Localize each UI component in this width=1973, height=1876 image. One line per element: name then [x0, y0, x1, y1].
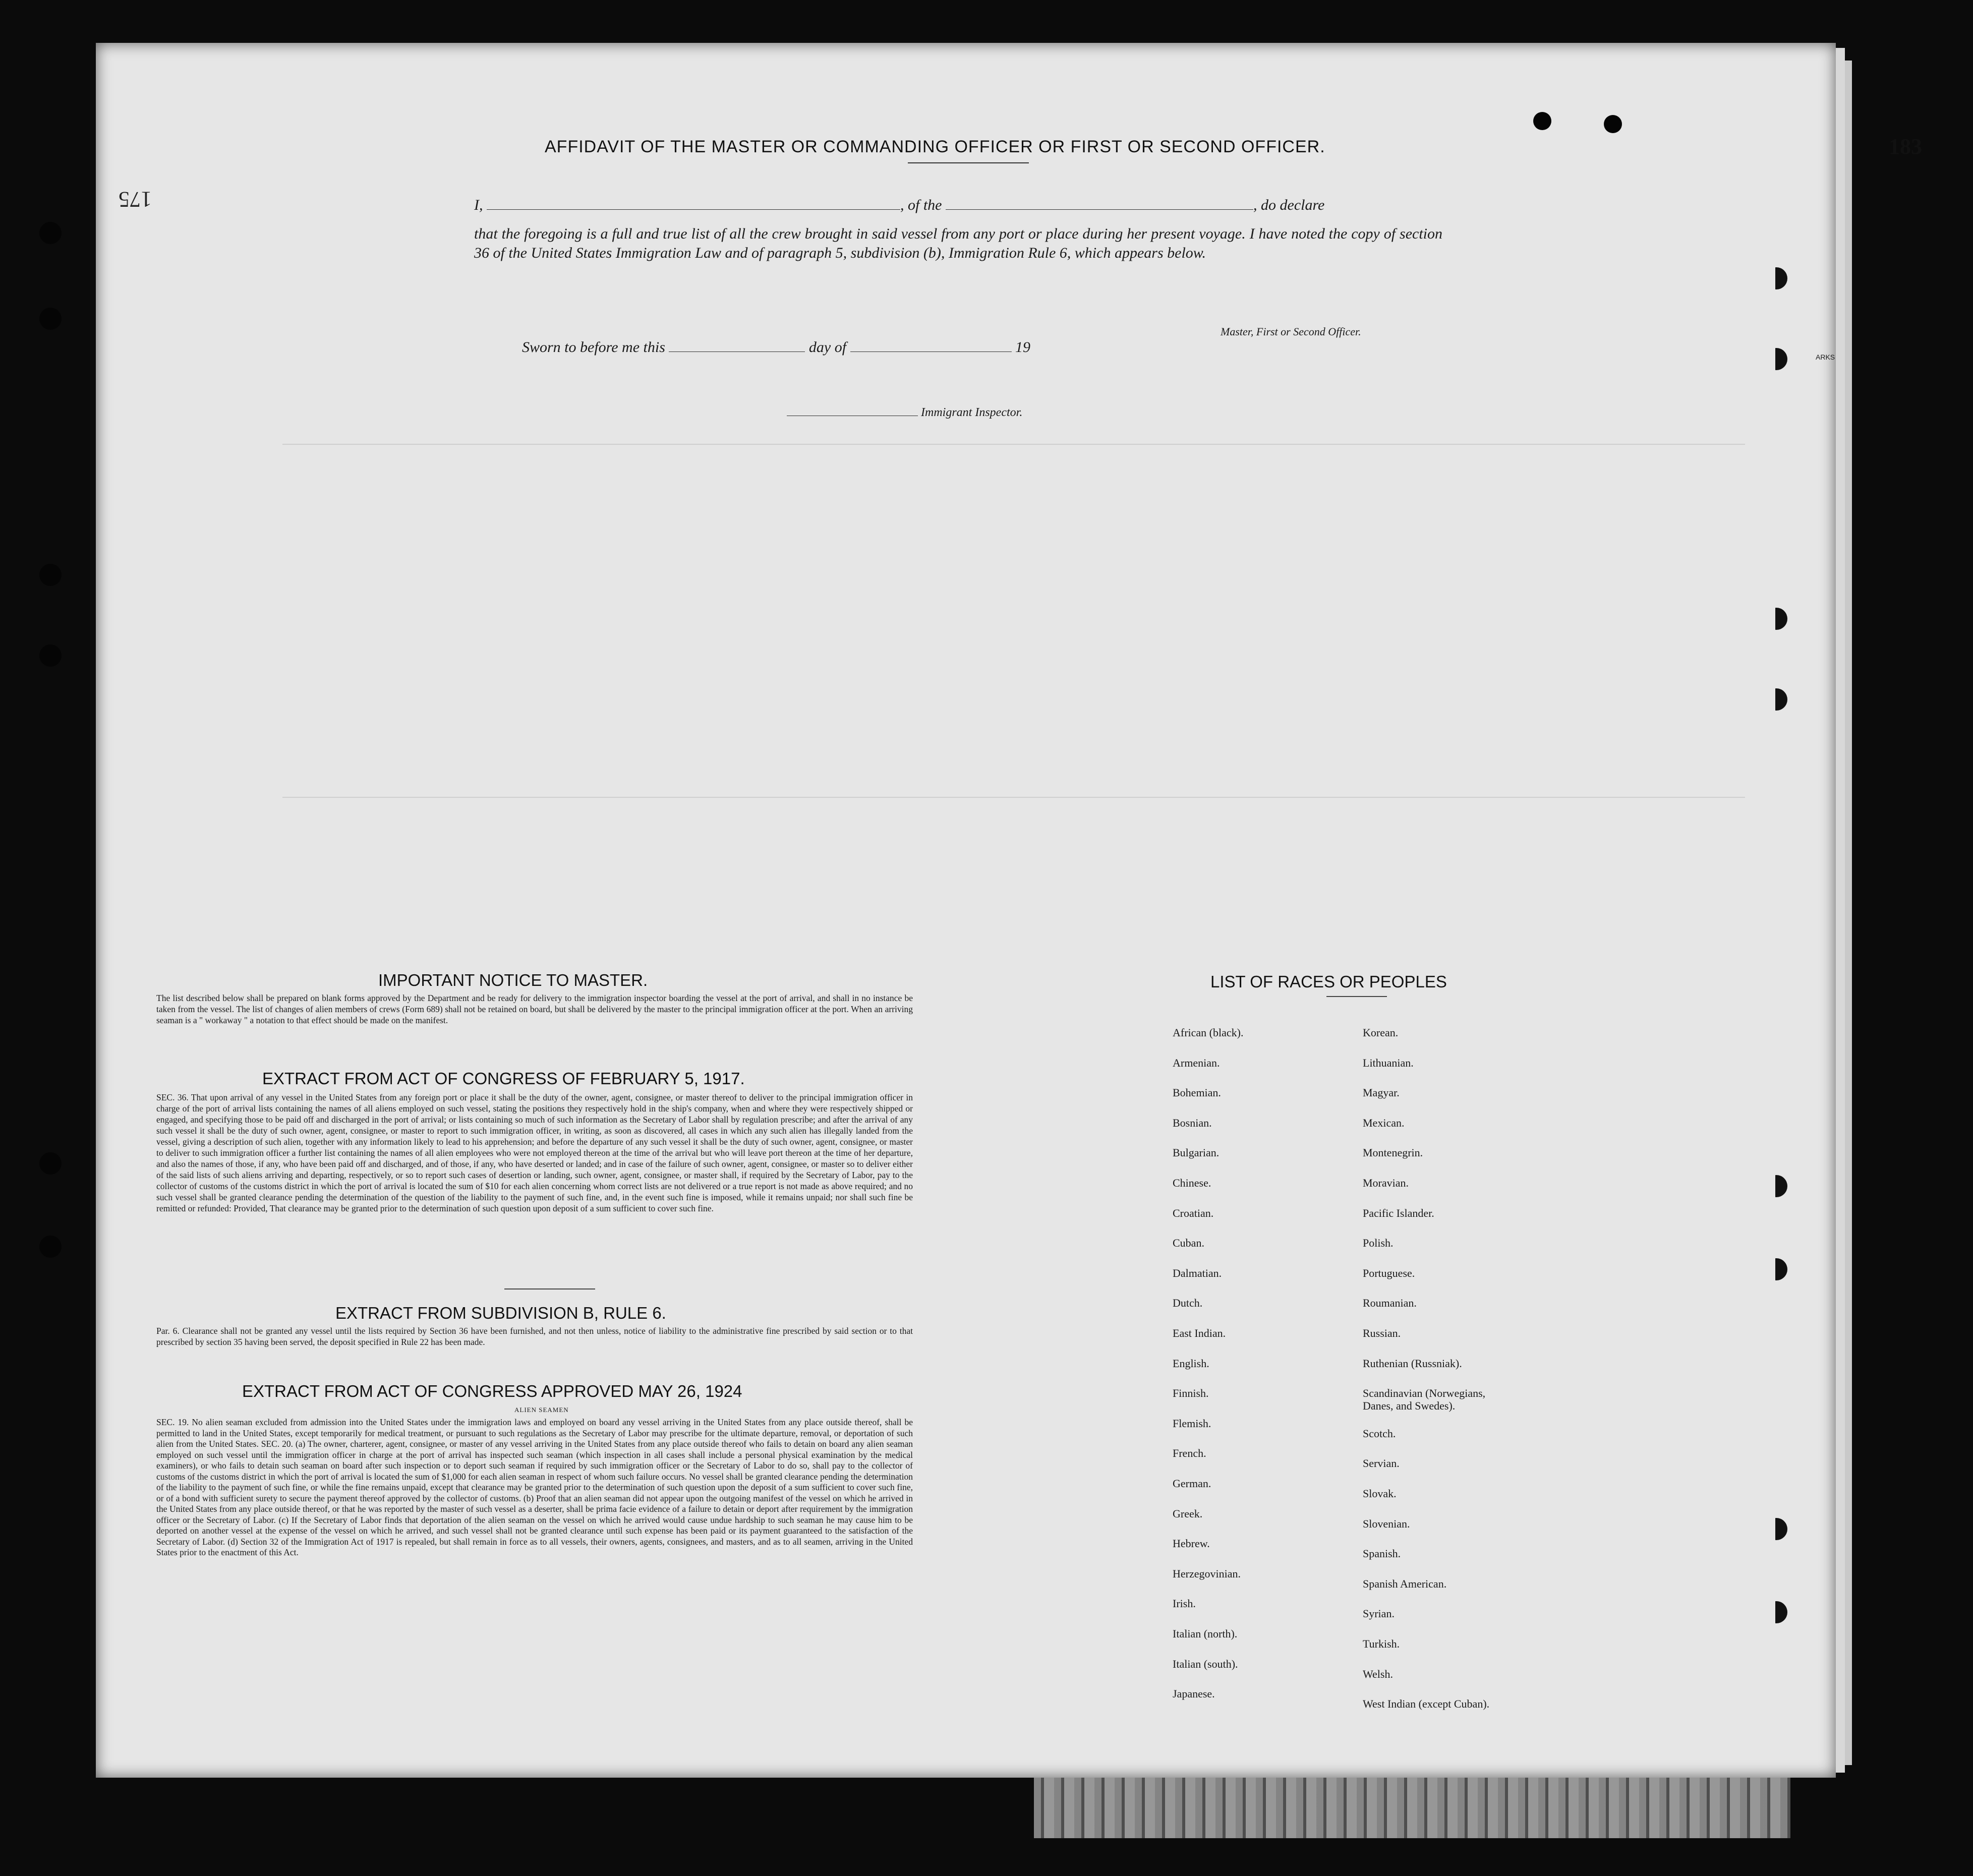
race-item: Polish. — [1363, 1237, 1394, 1250]
race-item: Roumanian. — [1363, 1297, 1417, 1310]
extract-1924-text: SEC. 19. No alien seaman excluded from admission into the United States under the immigration laws and employed on board any vessel arriving in the United States from any place outside thereof, shall be permitted to land in the United States, except temporarily for medical treatment, or pursuant to such regulations as the Secretary of Labor may prescribe for the ultimate departure, removal, or deportation of such alien from the United States. SEC. 20. (a) The owner, charterer, agent, consignee, or master of any vessel arriving in the United States from any place outside thereof who fails to detain on board any alien seaman employed on such vessel until the immigration officer in charge at the port of arrival has inspected such seaman (which inspection in all cases shall include a personal physical examination by the medical examiners), or who fails to detain such seaman on board after such inspection or to deport such seaman if required by such immigration officer or the Secretary of Labor to do so, shall pay to the collector of customs of the customs district in which the port of arrival is located the sum of $1,000 for each alien seaman in respect of whom such failure occurs. No vessel shall be granted clearance pending the determination of the liability to the payment of such fine, or while the fine remains unpaid, except that clearance may be granted prior to the determination of such question upon the deposit of a sum sufficient to cover such fine, or of a bond with sufficient surety to secure the payment thereof approved by the collector of customs. (b) Proof that an alien seaman did not appear upon the outgoing manifest of the vessel on which he arrived in the United States from any place outside thereof, or that he was reported by the master of such vessel as a deserter, shall be prima facie evidence of a failure to detain or deport after requirement by the immigration officer or the Secretary of Labor. (c) If the Secretary of Labor finds that deportation of the alien seaman on the vessel on which he arrived would cause undue hardship to such seaman he may cause him to be deported on another vessel at the expense of the vessel on which he arrived, and such vessel shall not be granted clearance until such expense has been paid or its payment guaranteed to the satisfaction of the Secretary of Labor. (d) Section 32 of the Immigration Act of 1917 is repealed, but shall remain in force as to all vessels, their owners, agents, consignees, and masters, and as to all seamen, arriving in the United States prior to the enactment of this Act. — [156, 1417, 913, 1557]
punch-hole-icon — [39, 308, 62, 330]
extract-rule6-title: EXTRACT FROM SUBDIVISION B, RULE 6. — [335, 1304, 666, 1322]
race-item: Irish. — [1173, 1597, 1196, 1610]
race-item: Japanese. — [1173, 1687, 1215, 1701]
notice-title: IMPORTANT NOTICE TO MASTER. — [378, 971, 648, 989]
race-item: Pacific Islander. — [1363, 1206, 1434, 1219]
race-item: Italian (south). — [1173, 1657, 1238, 1670]
punch-hole-icon — [1765, 1518, 1787, 1540]
punch-hole-icon — [39, 1152, 62, 1175]
race-item: Servian. — [1363, 1457, 1400, 1470]
page-number: 183 — [1889, 134, 1922, 159]
punch-hole-icon — [1765, 1258, 1787, 1280]
race-item: Armenian. — [1173, 1056, 1220, 1069]
race-item: Portuguese. — [1363, 1266, 1415, 1279]
section-rule — [504, 1288, 595, 1289]
race-item: Ruthenian (Russniak). — [1363, 1357, 1462, 1370]
race-item: Syrian. — [1363, 1607, 1395, 1620]
races-title: LIST OF RACES OR PEOPLES — [1210, 972, 1447, 991]
race-item: Bosnian. — [1173, 1116, 1212, 1129]
title-rule — [908, 162, 1029, 163]
extract-1924-subtitle: ALIEN SEAMEN — [514, 1406, 569, 1414]
vessel-blank[interactable] — [946, 197, 1253, 210]
race-item: Hebrew. — [1173, 1537, 1210, 1550]
race-item: Dalmatian. — [1173, 1266, 1222, 1279]
name-blank[interactable] — [487, 197, 900, 210]
race-item: German. — [1173, 1477, 1211, 1490]
race-item: West Indian (except Cuban). — [1363, 1697, 1490, 1711]
handwriting-mark — [293, 756, 297, 779]
sworn-day-blank[interactable] — [669, 339, 805, 352]
punch-hole-icon — [1765, 608, 1787, 630]
punch-hole-icon — [39, 644, 62, 667]
race-item: Herzegovinian. — [1173, 1567, 1241, 1580]
race-item: Bohemian. — [1173, 1086, 1221, 1099]
race-item: Greek. — [1173, 1507, 1203, 1520]
race-item: Korean. — [1363, 1026, 1399, 1039]
section-rule — [1326, 996, 1387, 997]
affidavit-body: that the foregoing is a full and true list of all the crew brought in said vessel from any port or place during her present voyage. I have noted the copy of section 36 of the United States Immigration Law and of paragraph 5, subdivision (b), Immigration Rule 6, which appears below. — [474, 225, 1442, 261]
race-item: Scandinavian (Norwegians, Danes, and Swedes). — [1363, 1387, 1486, 1413]
sworn-day-label: day of — [808, 339, 847, 356]
race-item: Russian. — [1363, 1327, 1401, 1339]
declaration-line — [474, 197, 1442, 214]
sworn-prefix: Sworn to before me this — [522, 339, 665, 356]
race-item: Bulgarian. — [1173, 1146, 1220, 1159]
inspector-blank[interactable] — [787, 406, 918, 416]
punch-hole-icon — [39, 1236, 62, 1258]
signature-label: Master, First or Second Officer. — [1221, 325, 1361, 338]
race-item: Welsh. — [1363, 1667, 1393, 1680]
race-item: Lithuanian. — [1363, 1056, 1414, 1069]
race-item: Spanish American. — [1363, 1577, 1447, 1590]
bleed-through-rule — [282, 797, 1745, 798]
punch-hole-icon — [39, 222, 62, 244]
race-item: French. — [1173, 1447, 1206, 1460]
extract-1917-title: EXTRACT FROM ACT OF CONGRESS OF FEBRUARY 5, 1917. — [262, 1069, 745, 1088]
extract-1924-title: EXTRACT FROM ACT OF CONGRESS APPROVED MAY 26, 1924 — [242, 1382, 742, 1400]
affidavit-title: AFFIDAVIT OF THE MASTER OR COMMANDING OFFICER OR FIRST OR SECOND OFFICER. — [545, 137, 1325, 156]
sworn-line — [522, 339, 1030, 356]
race-item: Dutch. — [1173, 1297, 1203, 1310]
declaration-declare: , do declare — [1253, 197, 1325, 213]
inspector-line — [787, 406, 1022, 420]
race-item: Italian (north). — [1173, 1627, 1238, 1640]
race-item: Turkish. — [1363, 1637, 1400, 1650]
sworn-month-blank[interactable] — [850, 339, 1012, 352]
race-item: Moravian. — [1363, 1177, 1409, 1189]
punch-hole-icon — [1533, 112, 1551, 130]
punch-hole-icon — [1765, 348, 1787, 370]
race-item: East Indian. — [1173, 1327, 1226, 1339]
declaration-of-the: , of the — [900, 197, 942, 213]
race-item: Slovak. — [1363, 1487, 1397, 1500]
extract-rule6-text: Par. 6. Clearance shall not be granted any vessel until the lists required by Section 36 have been furnished, and not then unless, notice of liability to the administrative fine prescribed by said section or to that prescribed by section 35 having been served, the deposit specified in Rule 22 has been made. — [156, 1326, 913, 1347]
race-item: Croatian. — [1173, 1206, 1214, 1219]
extract-1917-text: SEC. 36. That upon arrival of any vessel in the United States from any foreign port or place it shall be the duty of the owner, agent, consignee, or master thereof to deliver to the principal immigration officer in charge of the port of arrival lists containing the names of all aliens employed on such vessel, stating the positions they respectively hold in the ship's company, when and where they were respectively shipped or engaged, and specifying those to be paid off and discharged in the port of arrival; or lists containing so much of such information as the Secretary of Labor shall by regulation prescribe; and after the arrival of any such vessel it shall be the duty of such owner, agent, consignee, or master to report to such immigration officer, in writing, as soon as discovered, all cases in which any such alien has illegally landed from the vessel, giving a description of such alien, together with any information likely to lead to his apprehension; and before the departure of any such vessel it shall be the duty of such owner, agent, consignee, or master to deliver to such immigration officer a further list containing the names of all alien employees who were not employed thereon at the time of the arrival but who will leave port thereon at the time of her departure, and also the names of those, if any, who have been paid off and discharged, and of those, if any, who have deserted or landed; and in case of the failure of such owner, agent, consignee, or master so to deliver either of the said lists of such aliens arriving and departing, respectively, or so to report such cases of desertion or landing, such owner, agent, consignee, or master shall, if required by the Secretary of Labor, pay to the collector of customs of the customs district in which the port of arrival is located the sum of $10 for each alien concerning whom correct lists are not delivered or a true report is not made as above required; and no such vessel shall be granted clearance pending the determination of the question of the liability to the payment of such fine, and, in the event such fine is imposed, while it remains unpaid; nor shall such fine be remitted or refunded: Provided, That clearance may be granted prior to the determination of such question upon deposit of a sum sufficient to cover such fine. — [156, 1092, 913, 1213]
declaration-i: I, — [474, 197, 483, 213]
stamped-number: 175 — [119, 187, 152, 212]
torn-page-edges — [1034, 1778, 1790, 1838]
bleed-through-rule — [282, 444, 1745, 445]
race-item: Scotch. — [1363, 1427, 1396, 1440]
punch-hole-icon — [1765, 1175, 1787, 1197]
punch-hole-icon — [1765, 267, 1787, 289]
race-item: Flemish. — [1173, 1417, 1211, 1430]
inspector-label: Immigrant Inspector. — [921, 406, 1023, 419]
race-item: Cuban. — [1173, 1237, 1204, 1250]
punch-hole-icon — [39, 564, 62, 586]
race-item: Chinese. — [1173, 1177, 1211, 1189]
sworn-year: 19 — [1015, 339, 1031, 356]
punch-hole-icon — [1765, 1601, 1787, 1623]
punch-hole-icon — [1604, 115, 1622, 133]
notice-text: The list described below shall be prepared on blank forms approved by the Department and be ready for delivery to the immigration inspector boarding the vessel at the port of arrival, and shall in no instance be taken from the vessel. The list of changes of alien members of crews (Form 689) shall not be retained on board, but shall be delivered by the master to the principal immigration officer at the port. When an arriving seaman is a " workaway " a notation to that effect should be made on the manifest. — [156, 993, 913, 1025]
right-edge-label: ARKS — [1816, 353, 1835, 361]
race-item: Magyar. — [1363, 1086, 1400, 1099]
race-item: Spanish. — [1363, 1547, 1401, 1560]
punch-hole-icon — [1765, 688, 1787, 711]
race-item: Mexican. — [1363, 1116, 1405, 1129]
race-item: African (black). — [1173, 1026, 1244, 1039]
race-item: Montenegrin. — [1363, 1146, 1423, 1159]
race-item: Finnish. — [1173, 1387, 1209, 1400]
signature-line[interactable] — [1200, 320, 1432, 321]
race-item: English. — [1173, 1357, 1209, 1370]
race-item: Slovenian. — [1363, 1517, 1410, 1530]
